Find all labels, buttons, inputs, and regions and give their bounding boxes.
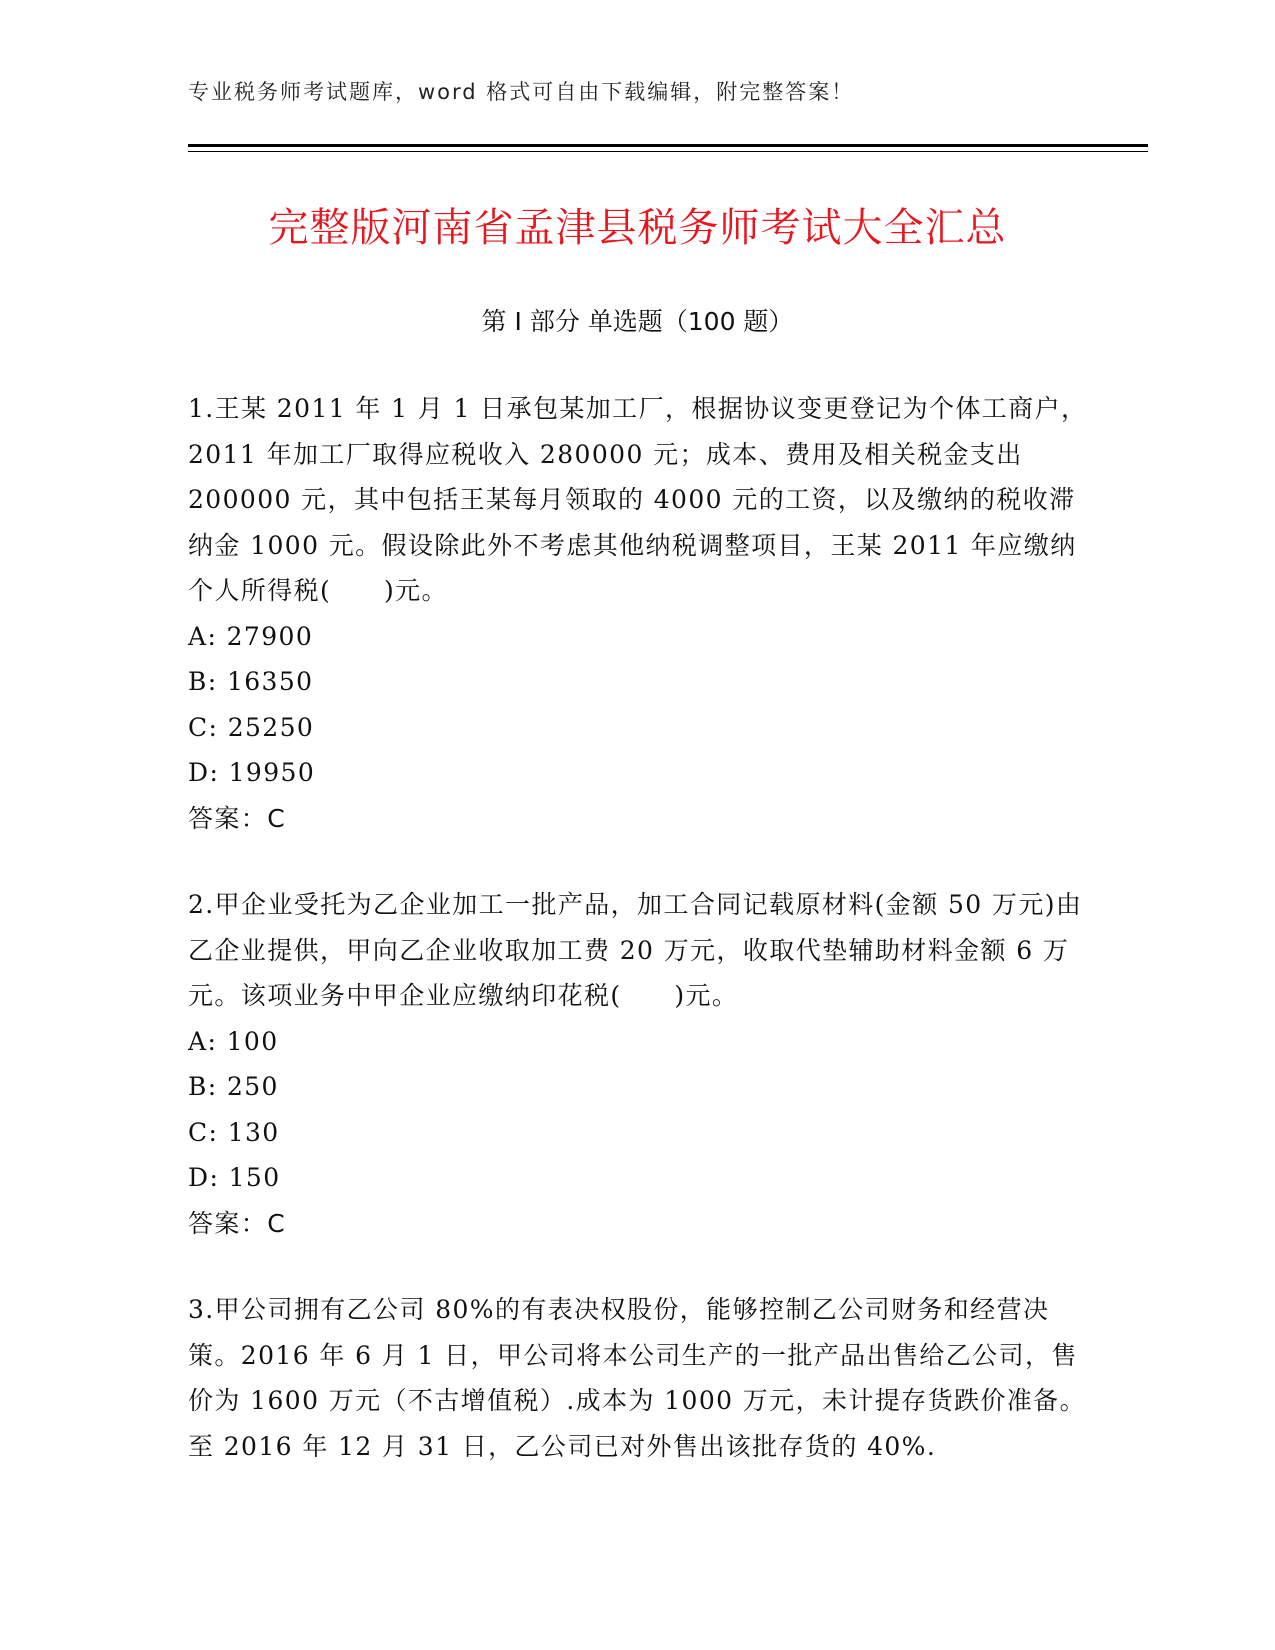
question-1: [188, 386, 1088, 841]
option-c: C: 130: [188, 1117, 280, 1147]
option-a: A: 27900: [188, 621, 314, 651]
header-rule-thin: [188, 151, 1148, 152]
option-c: C: 25250: [188, 712, 315, 742]
option-a: A: 100: [188, 1026, 279, 1056]
question-stem: 3.甲公司拥有乙公司 80%的有表决权股份，能够控制乙公司财务和经营决策。2016 年 6 月 1 日，甲公司将本公司生产的一批产品出售给乙公司，售价为 1600 万元（不古增值税）.成本为 1000 万元，未计提存货跌价准备。至 2016 年 12 月 31 日，乙公司已对外售出该批存货的 40%.: [188, 1295, 1086, 1461]
question-stem: 2.甲企业受托为乙企业加工一批产品，加工合同记载原材料(金额 50 万元)由乙企业提供，甲向乙企业收取加工费 20 万元，收取代垫辅助材料金额 6 万元。该项业务中甲企业应缴纳印花税( )元。: [188, 890, 1083, 1010]
section-title: 第 I 部分 单选题（100 题）: [481, 307, 794, 336]
question-stem: 1.王某 2011 年 1 月 1 日承包某加工厂，根据协议变更登记为个体工商户，2011 年加工厂取得应税收入 280000 元；成本、费用及相关税金支出 200000 元，其中包括王某每月领取的 4000 元的工资，以及缴纳的税收滞纳金 1000 元。假设除此外不考虑其他纳税调整项目，王某 2011 年应缴纳个人所得税( )元。: [188, 394, 1088, 605]
option-b: B: 250: [188, 1072, 279, 1101]
answer-line: 答案：C: [188, 803, 287, 833]
option-d: D: 150: [188, 1163, 281, 1192]
answer-line: 答案：C: [188, 1208, 287, 1238]
question-2: [188, 882, 1088, 1246]
question-3: [188, 1287, 1088, 1469]
header-note: 专业税务师考试题库，word 格式可自由下载编辑，附完整答案！: [188, 80, 855, 104]
option-b: B: 16350: [188, 667, 314, 696]
header-rule-thick: [188, 144, 1148, 147]
question-list: [188, 386, 1088, 1510]
document-title: 完整版河南省孟津县税务师考试大全汇总: [268, 205, 1007, 251]
option-d: D: 19950: [188, 758, 316, 787]
